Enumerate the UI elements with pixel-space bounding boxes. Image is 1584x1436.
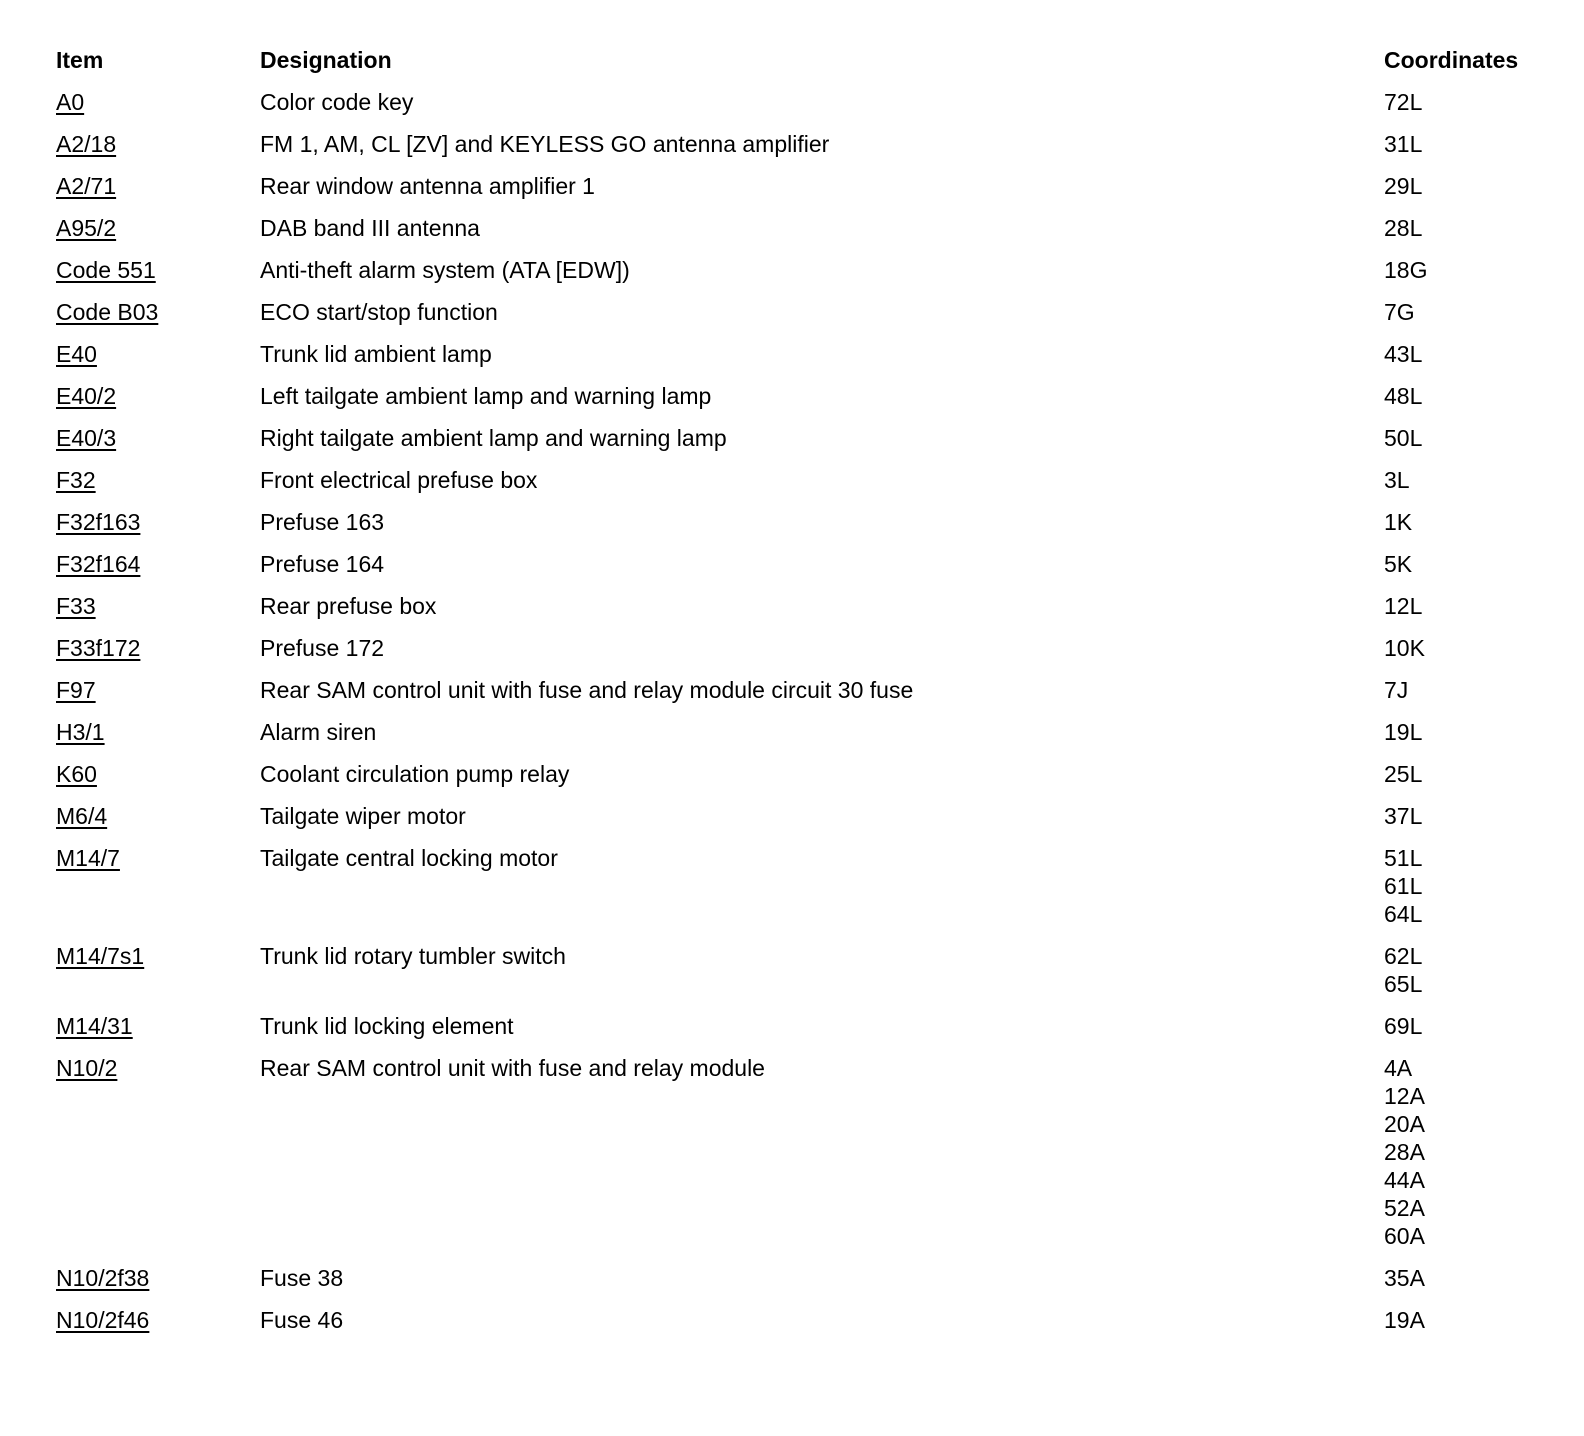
designation-cell: Left tailgate ambient lamp and warning lamp — [260, 383, 712, 409]
designation-cell: Prefuse 172 — [260, 635, 385, 661]
table-row — [56, 802, 1546, 844]
table-row — [56, 256, 1546, 298]
table-row — [56, 466, 1546, 508]
item-cell — [56, 844, 260, 872]
item-link[interactable]: A0 — [56, 89, 85, 115]
table-row — [56, 634, 1546, 676]
coordinate-value: 19L — [1384, 719, 1423, 745]
header-item: Item — [56, 47, 104, 73]
designation-cell: Rear SAM control unit with fuse and relay module circuit 30 fuse — [260, 677, 914, 703]
item-cell — [56, 760, 260, 788]
coordinate-value: 28A — [1384, 1139, 1425, 1165]
coordinate-value: 19A — [1384, 1307, 1425, 1333]
item-link[interactable]: E40 — [56, 341, 97, 367]
item-cell — [56, 88, 260, 116]
coordinates-cell — [1384, 340, 1546, 368]
coordinate-value: 61L — [1384, 873, 1423, 899]
designation-cell: Right tailgate ambient lamp and warning lamp — [260, 425, 727, 451]
item-link[interactable]: N10/2 — [56, 1055, 118, 1081]
coordinates-cell — [1384, 676, 1546, 704]
item-cell — [56, 802, 260, 830]
item-link[interactable]: N10/2f46 — [56, 1307, 150, 1333]
item-cell — [56, 1054, 260, 1082]
coordinate-value: 12L — [1384, 593, 1423, 619]
item-cell — [56, 466, 260, 494]
coordinate-value: 64L — [1384, 901, 1423, 927]
item-link[interactable]: F33f172 — [56, 635, 141, 661]
coordinate-value: 10K — [1384, 635, 1425, 661]
designation-cell: Alarm siren — [260, 719, 377, 745]
coordinates-cell — [1384, 634, 1546, 662]
coordinate-value: 62L — [1384, 943, 1423, 969]
table-row — [56, 718, 1546, 760]
item-link[interactable]: A2/18 — [56, 131, 117, 157]
coordinates-cell — [1384, 382, 1546, 410]
coordinates-cell — [1384, 1012, 1546, 1040]
designation-cell: Rear SAM control unit with fuse and relay module — [260, 1055, 765, 1081]
item-link[interactable]: F32f164 — [56, 551, 141, 577]
item-cell — [56, 172, 260, 200]
legend-table — [56, 46, 1546, 1348]
coordinate-value: 35A — [1384, 1265, 1425, 1291]
coordinate-value: 31L — [1384, 131, 1423, 157]
item-link[interactable]: F32f163 — [56, 509, 141, 535]
header-designation: Designation — [260, 47, 392, 73]
coordinates-cell — [1384, 172, 1546, 200]
coordinates-cell — [1384, 550, 1546, 578]
coordinate-value: 7J — [1384, 677, 1409, 703]
item-cell — [56, 676, 260, 704]
table-row — [56, 1264, 1546, 1306]
designation-cell: DAB band III antenna — [260, 215, 480, 241]
item-cell — [56, 718, 260, 746]
item-link[interactable]: F33 — [56, 593, 96, 619]
coordinates-cell — [1384, 1306, 1546, 1334]
coordinates-cell — [1384, 760, 1546, 788]
table-row — [56, 760, 1546, 802]
item-link[interactable]: E40/2 — [56, 383, 117, 409]
designation-cell: Color code key — [260, 89, 414, 115]
table-row — [56, 1054, 1546, 1264]
coordinates-cell — [1384, 424, 1546, 452]
item-cell — [56, 634, 260, 662]
item-cell — [56, 340, 260, 368]
item-link[interactable]: M14/7s1 — [56, 943, 145, 969]
coordinates-cell — [1384, 508, 1546, 536]
coordinates-cell — [1384, 298, 1546, 326]
coordinate-value: 18G — [1384, 257, 1428, 283]
item-link[interactable]: N10/2f38 — [56, 1265, 150, 1291]
item-cell — [56, 1306, 260, 1334]
item-cell — [56, 298, 260, 326]
table-row — [56, 214, 1546, 256]
table-header — [56, 46, 1546, 88]
table-row — [56, 592, 1546, 634]
designation-cell: Trunk lid rotary tumbler switch — [260, 943, 566, 969]
coordinate-value: 28L — [1384, 215, 1423, 241]
item-cell — [56, 214, 260, 242]
table-row — [56, 130, 1546, 172]
coordinate-value: 5K — [1384, 551, 1413, 577]
coordinates-cell — [1384, 844, 1546, 928]
coordinate-value: 60A — [1384, 1223, 1425, 1249]
item-link[interactable]: M14/31 — [56, 1013, 133, 1039]
coordinates-cell — [1384, 466, 1546, 494]
coordinates-cell — [1384, 802, 1546, 830]
item-link[interactable]: H3/1 — [56, 719, 105, 745]
item-cell — [56, 942, 260, 970]
designation-cell: ECO start/stop function — [260, 299, 498, 325]
coordinates-cell — [1384, 1054, 1546, 1250]
designation-cell: Fuse 38 — [260, 1265, 344, 1291]
coordinate-value: 12A — [1384, 1083, 1425, 1109]
table-row — [56, 1012, 1546, 1054]
designation-cell: Trunk lid locking element — [260, 1013, 514, 1039]
header-coordinates: Coordinates — [1384, 47, 1519, 73]
coordinate-value: 65L — [1384, 971, 1423, 997]
coordinate-value: 51L — [1384, 845, 1423, 871]
designation-cell: Tailgate central locking motor — [260, 845, 558, 871]
table-row — [56, 550, 1546, 592]
designation-cell: Tailgate wiper motor — [260, 803, 466, 829]
item-link[interactable]: Code B03 — [56, 299, 159, 325]
coordinate-value: 44A — [1384, 1167, 1425, 1193]
item-cell — [56, 550, 260, 578]
coordinate-value: 43L — [1384, 341, 1423, 367]
item-link[interactable]: Code 551 — [56, 257, 156, 283]
coordinates-cell — [1384, 1264, 1546, 1292]
item-link[interactable]: K60 — [56, 761, 97, 787]
table-row — [56, 676, 1546, 718]
coordinate-value: 48L — [1384, 383, 1423, 409]
designation-cell: Fuse 46 — [260, 1307, 344, 1333]
table-row — [56, 340, 1546, 382]
coordinate-value: 72L — [1384, 89, 1423, 115]
item-cell — [56, 508, 260, 536]
table-row — [56, 298, 1546, 340]
coordinate-value: 50L — [1384, 425, 1423, 451]
item-cell — [56, 1012, 260, 1040]
designation-cell: Coolant circulation pump relay — [260, 761, 570, 787]
designation-cell: Rear prefuse box — [260, 593, 437, 619]
coordinates-cell — [1384, 718, 1546, 746]
table-row — [56, 172, 1546, 214]
table-body — [56, 88, 1546, 1348]
item-link[interactable]: A2/71 — [56, 173, 117, 199]
table-row — [56, 382, 1546, 424]
item-cell — [56, 256, 260, 284]
coordinates-cell — [1384, 592, 1546, 620]
coordinates-cell — [1384, 130, 1546, 158]
coordinate-value: 69L — [1384, 1013, 1423, 1039]
designation-cell: Prefuse 163 — [260, 509, 385, 535]
designation-cell: Trunk lid ambient lamp — [260, 341, 492, 367]
coordinate-value: 25L — [1384, 761, 1423, 787]
table-row — [56, 942, 1546, 1012]
table-row — [56, 508, 1546, 550]
table-row — [56, 88, 1546, 130]
item-cell — [56, 424, 260, 452]
item-cell — [56, 130, 260, 158]
table-row — [56, 1306, 1546, 1348]
coordinate-value: 1K — [1384, 509, 1413, 535]
coordinate-value: 4A — [1384, 1055, 1413, 1081]
table-row — [56, 844, 1546, 942]
coordinate-value: 20A — [1384, 1111, 1425, 1137]
coordinate-value: 29L — [1384, 173, 1423, 199]
table-row — [56, 424, 1546, 466]
coordinates-cell — [1384, 256, 1546, 284]
coordinates-cell — [1384, 214, 1546, 242]
item-cell — [56, 382, 260, 410]
item-link[interactable]: F32 — [56, 467, 96, 493]
designation-cell: Rear window antenna amplifier 1 — [260, 173, 595, 199]
item-cell — [56, 592, 260, 620]
coordinate-value: 52A — [1384, 1195, 1425, 1221]
designation-cell: FM 1, AM, CL [ZV] and KEYLESS GO antenna amplifier — [260, 131, 830, 157]
item-link[interactable]: M6/4 — [56, 803, 108, 829]
item-link[interactable]: E40/3 — [56, 425, 117, 451]
designation-cell: Prefuse 164 — [260, 551, 385, 577]
item-cell — [56, 1264, 260, 1292]
coordinate-value: 7G — [1384, 299, 1415, 325]
designation-cell: Anti-theft alarm system (ATA [EDW]) — [260, 257, 630, 283]
item-link[interactable]: M14/7 — [56, 845, 120, 871]
designation-cell: Front electrical prefuse box — [260, 467, 538, 493]
coordinate-value: 3L — [1384, 467, 1410, 493]
item-link[interactable]: F97 — [56, 677, 96, 703]
item-link[interactable]: A95/2 — [56, 215, 117, 241]
coordinate-value: 37L — [1384, 803, 1423, 829]
coordinates-cell — [1384, 88, 1546, 116]
coordinates-cell — [1384, 942, 1546, 998]
